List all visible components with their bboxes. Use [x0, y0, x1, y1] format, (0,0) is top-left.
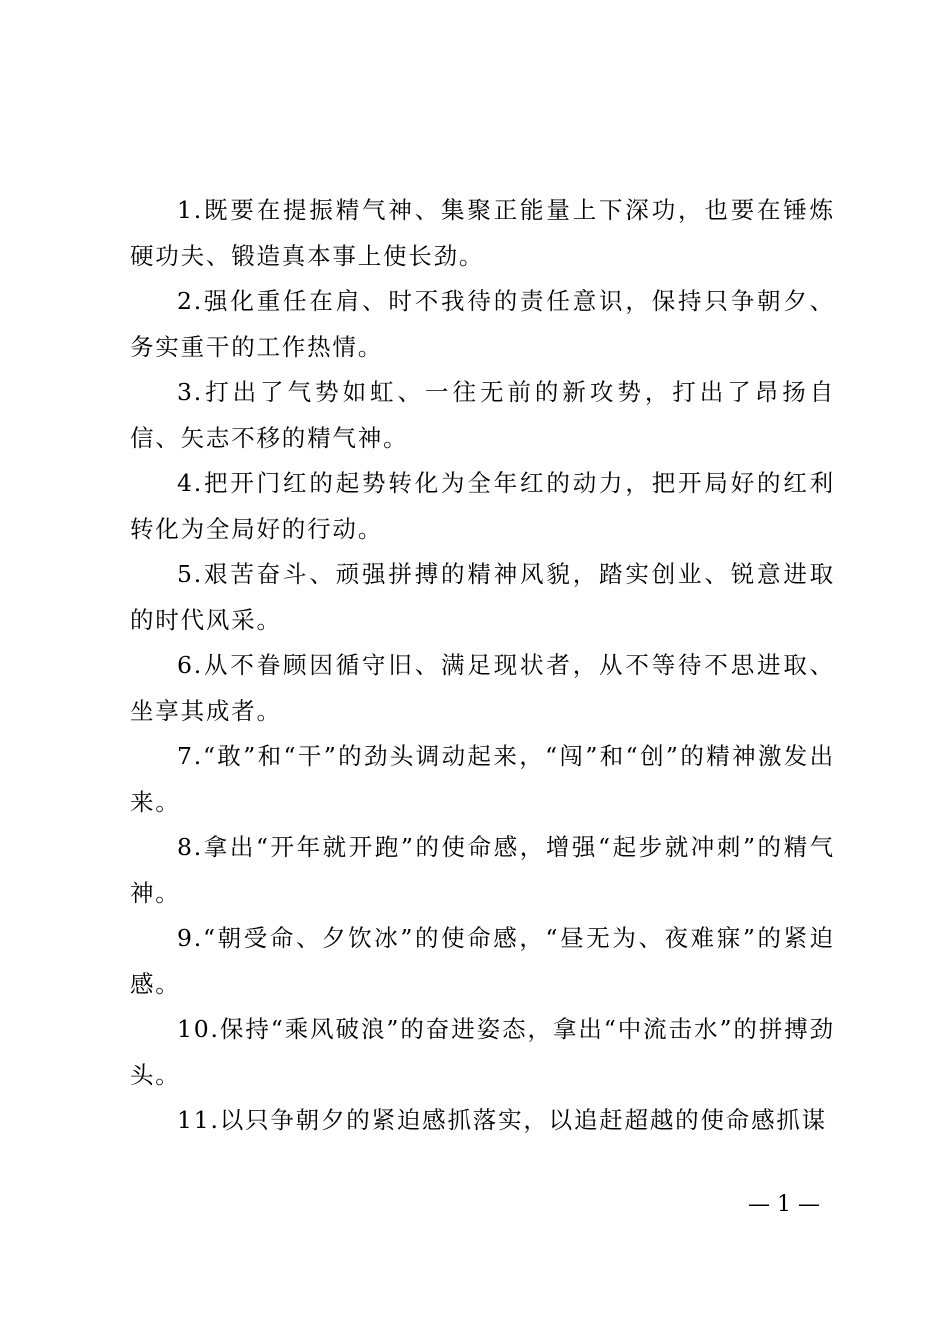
paragraph-2: 2.强化重任在肩、时不我待的责任意识，保持只争朝夕、务实重干的工作热情。	[130, 287, 835, 361]
paragraph-4: 4.把开门红的起势转化为全年红的动力，把开局好的红利转化为全局好的行动。	[130, 469, 835, 543]
paragraph-5: 5.艰苦奋斗、顽强拼搏的精神风貌，踏实创业、锐意进取的时代风采。	[130, 560, 835, 634]
paragraph-6: 6.从不眷顾因循守旧、满足现状者，从不等待不思进取、坐享其成者。	[130, 651, 835, 725]
paragraph-1: 1.既要在提振精气神、集聚正能量上下深功，也要在锤炼硬功夫、锻造真本事上使长劲。	[130, 196, 835, 270]
paragraph-10: 10.保持“乘风破浪”的奋进姿态，拿出“中流击水”的拼搏劲头。	[130, 1015, 835, 1089]
paragraph-7: 7.“敢”和“干”的劲头调动起来，“闯”和“创”的精神激发出来。	[130, 742, 835, 816]
paragraph-9: 9.“朝受命、夕饮冰”的使命感，“昼无为、夜难寐”的紧迫感。	[130, 924, 835, 998]
paragraph-3: 3.打出了气势如虹、一往无前的新攻势，打出了昂扬自信、矢志不移的精气神。	[130, 378, 835, 452]
paragraph-8: 8.拿出“开年就开跑”的使命感，增强“起步就冲刺”的精气神。	[130, 833, 835, 907]
paragraph-11: 11.以只争朝夕的紧迫感抓落实，以追赶超越的使命感抓谋	[177, 1106, 827, 1134]
page-number: — 1 —	[748, 1192, 820, 1217]
document-body	[130, 188, 835, 1144]
